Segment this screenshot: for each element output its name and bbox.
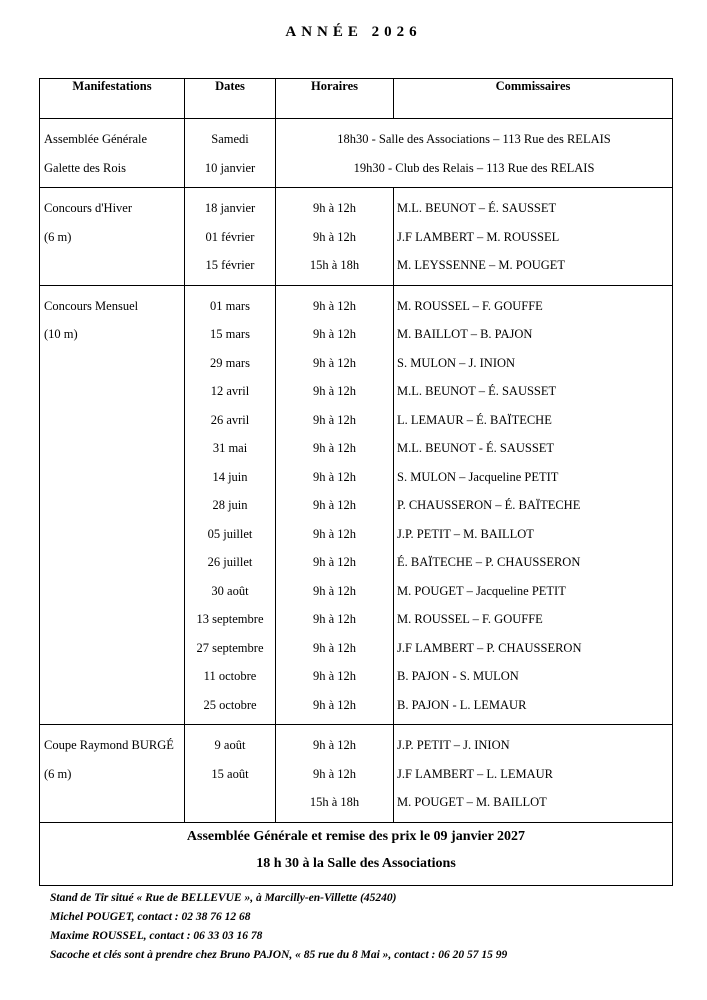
event-commissaires: M. POUGET – Jacqueline PETIT — [397, 583, 566, 598]
event-commissaires: B. PAJON - S. MULON — [397, 669, 519, 683]
event-hours: 9h à 12h — [312, 766, 357, 781]
section-commissaires-cell — [394, 725, 673, 823]
assemblee-name: Assemblée Générale — [44, 132, 148, 146]
event-hours: 9h à 12h — [312, 469, 357, 484]
section-hours-cell — [276, 188, 394, 286]
event-date: 26 juillet — [207, 555, 253, 569]
event-date: 12 avril — [210, 384, 250, 398]
assemblee-name: Galette des Rois — [44, 160, 126, 175]
event-date: 18 janvier — [204, 201, 256, 215]
note-line: Sacoche et clés sont à prendre chez Bruno PAJON, « 85 rue du 8 Mai », contact : 06 20 57 15 99 — [50, 949, 508, 961]
event-commissaires: J.P. PETIT – M. BAILLOT — [397, 526, 534, 541]
event-date: 25 octobre — [203, 697, 257, 712]
event-date: 15 août — [211, 766, 249, 781]
event-date: 15 mars — [210, 327, 250, 341]
section-dates-cell — [185, 188, 276, 286]
notes-block — [50, 889, 507, 965]
event-commissaires: J.F LAMBERT – L. LEMAUR — [397, 766, 553, 781]
event-hours: 9h à 12h — [312, 640, 357, 655]
event-date: 01 février — [205, 229, 255, 244]
section-distance: (6 m) — [44, 766, 72, 781]
event-hours: 9h à 12h — [312, 612, 357, 626]
event-hours: 9h à 12h — [312, 583, 357, 598]
event-date: 28 juin — [212, 498, 248, 512]
header-commissaires: Commissaires — [394, 79, 673, 119]
event-hours: 15h à 18h — [309, 258, 360, 272]
event-commissaires: J.F LAMBERT – P. CHAUSSERON — [397, 640, 582, 655]
note-line: Maxime ROUSSEL, contact : 06 33 03 16 78 — [50, 930, 263, 942]
event-commissaires: B. PAJON - L. LEMAUR — [397, 697, 527, 712]
assemblee-date: 10 janvier — [204, 160, 256, 175]
event-date: 31 mai — [212, 441, 248, 455]
event-hours: 9h à 12h — [312, 498, 357, 512]
assemblee-date: Samedi — [211, 132, 249, 146]
event-hours: 9h à 12h — [312, 697, 357, 712]
event-date — [185, 788, 275, 817]
event-hours: 9h à 12h — [312, 327, 357, 341]
section-name-cell — [40, 725, 185, 823]
event-date: 15 février — [205, 258, 255, 272]
event-hours: 9h à 12h — [312, 555, 357, 569]
header-manifestations: Manifestations — [40, 79, 185, 119]
section-hours-cell — [276, 285, 394, 725]
header-horaires: Horaires — [276, 79, 394, 119]
section-dates-cell — [185, 725, 276, 823]
section-name: Coupe Raymond BURGÉ — [44, 738, 174, 752]
assemblee-row — [40, 119, 673, 188]
section-dates-cell — [185, 285, 276, 725]
section-row — [40, 725, 673, 823]
event-hours: 9h à 12h — [312, 384, 357, 398]
section-commissaires-cell — [394, 285, 673, 725]
event-hours: 9h à 12h — [312, 738, 357, 752]
page-title: ANNÉE 2026 — [285, 24, 422, 40]
event-commissaires: J.P. PETIT – J. INION — [397, 738, 510, 752]
table-header-row — [40, 79, 673, 119]
event-commissaires: J.F LAMBERT – M. ROUSSEL — [397, 229, 560, 244]
event-date: 26 avril — [210, 412, 250, 427]
event-date: 13 septembre — [196, 612, 264, 626]
header-dates: Dates — [185, 79, 276, 119]
event-date: 01 mars — [210, 298, 250, 313]
section-distance: (6 m) — [44, 229, 72, 244]
event-hours: 9h à 12h — [312, 201, 357, 215]
footer-row — [40, 822, 673, 885]
event-commissaires: M. LEYSSENNE – M. POUGET — [397, 258, 566, 272]
event-hours: 9h à 12h — [312, 441, 357, 455]
event-date: 14 juin — [212, 469, 248, 484]
event-commissaires: M. POUGET – M. BAILLOT — [397, 795, 547, 809]
assemblee-details — [276, 119, 673, 188]
assemblee-names — [40, 119, 185, 188]
event-commissaires: S. MULON – J. INION — [397, 355, 516, 370]
event-commissaires: M. ROUSSEL – F. GOUFFE — [397, 298, 543, 313]
note-line: Stand de Tir situé « Rue de BELLEVUE », à Marcilly-en-Villette (45240) — [50, 892, 397, 904]
event-hours: 9h à 12h — [312, 412, 357, 427]
event-hours: 15h à 18h — [309, 795, 360, 809]
assemblee-detail: 19h30 - Club des Relais – 113 Rue des RELAIS — [353, 160, 595, 175]
event-hours: 9h à 12h — [312, 298, 357, 313]
section-commissaires-cell — [394, 188, 673, 286]
schedule-table — [39, 78, 673, 886]
footer-announcement — [40, 822, 673, 885]
section-row — [40, 188, 673, 286]
section-name-cell — [40, 285, 185, 725]
event-commissaires: M.L. BEUNOT - É. SAUSSET — [397, 441, 555, 455]
assemblee-detail: 18h30 - Salle des Associations – 113 Rue des RELAIS — [337, 132, 611, 146]
section-row — [40, 285, 673, 725]
event-date: 9 août — [214, 738, 246, 752]
event-commissaires: M. BAILLOT – B. PAJON — [397, 327, 533, 341]
event-date: 11 octobre — [203, 669, 257, 683]
event-commissaires: M.L. BEUNOT – É. SAUSSET — [397, 201, 557, 215]
event-date: 05 juillet — [207, 526, 253, 541]
event-hours: 9h à 12h — [312, 229, 357, 244]
note-line: Michel POUGET, contact : 02 38 76 12 68 — [50, 911, 251, 923]
footer-line: Assemblée Générale et remise des prix le 09 janvier 2027 — [186, 828, 526, 844]
section-name: Concours Mensuel — [44, 298, 139, 313]
event-commissaires: M.L. BEUNOT – É. SAUSSET — [397, 384, 557, 398]
event-commissaires: M. ROUSSEL – F. GOUFFE — [397, 612, 543, 626]
event-hours: 9h à 12h — [312, 355, 357, 370]
assemblee-dates — [185, 119, 276, 188]
event-commissaires: S. MULON – Jacqueline PETIT — [397, 469, 559, 484]
event-date: 30 août — [211, 583, 249, 598]
section-distance: (10 m) — [44, 327, 78, 341]
event-commissaires: É. BAÏTECHE – P. CHAUSSERON — [397, 555, 581, 569]
section-name: Concours d'Hiver — [44, 201, 133, 215]
event-hours: 9h à 12h — [312, 669, 357, 683]
section-hours-cell — [276, 725, 394, 823]
event-commissaires: L. LEMAUR – É. BAÏTECHE — [397, 412, 552, 427]
event-date: 27 septembre — [196, 640, 264, 655]
event-hours: 9h à 12h — [312, 526, 357, 541]
section-name-cell — [40, 188, 185, 286]
footer-line: 18 h 30 à la Salle des Associations — [256, 855, 456, 871]
event-commissaires: P. CHAUSSERON – É. BAÏTECHE — [397, 498, 581, 512]
event-date: 29 mars — [210, 355, 250, 370]
